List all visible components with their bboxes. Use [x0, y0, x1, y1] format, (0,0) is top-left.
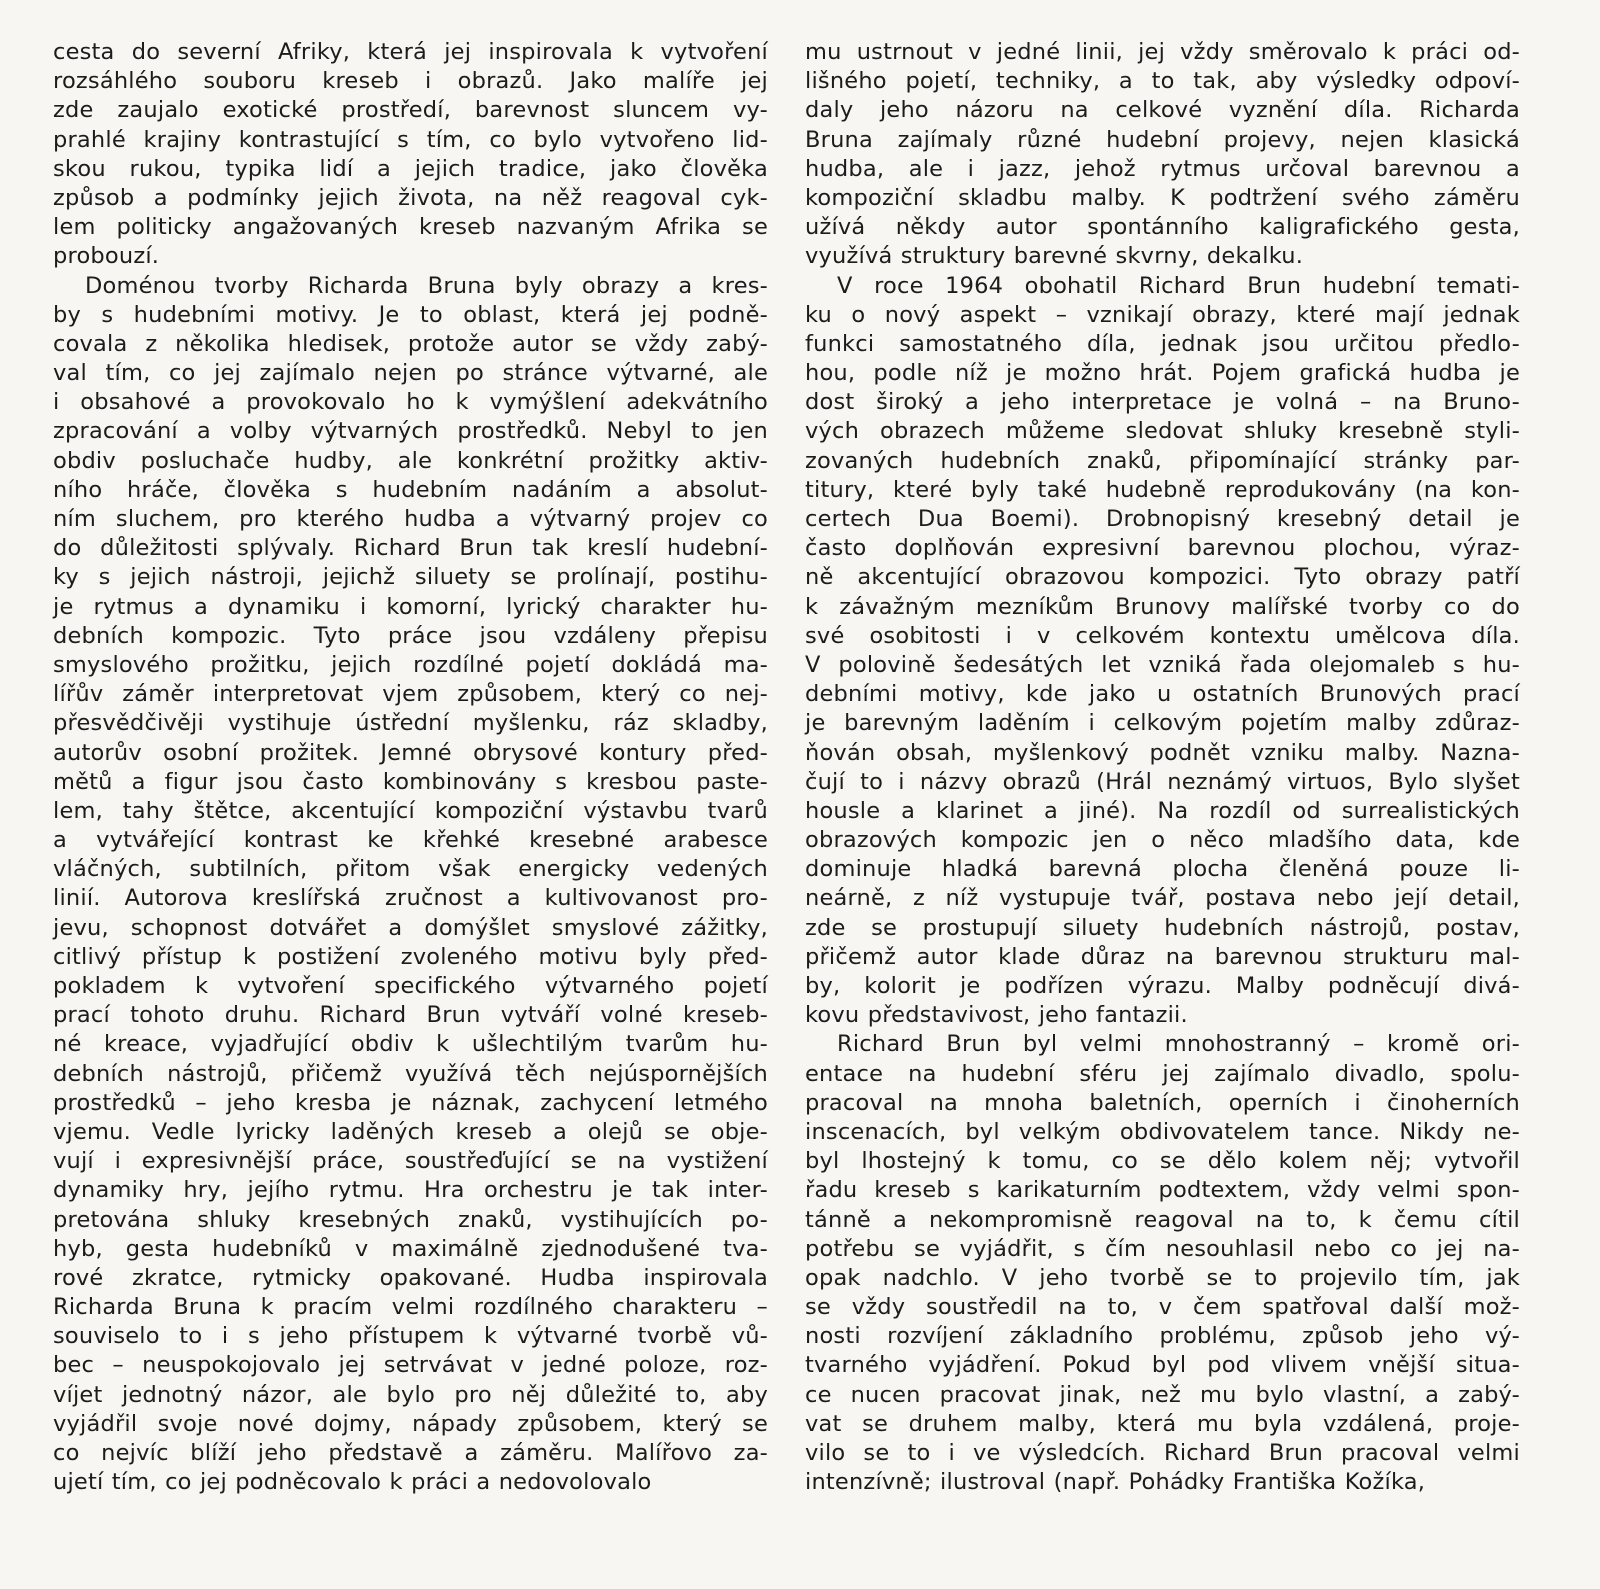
text-line: dynamiky hry, jejího rytmu. Hra orchestru je tak inter-	[53, 1177, 768, 1204]
text-line: pretována shluky kresebných znaků, vystihujících po-	[53, 1206, 768, 1233]
text-line: rozsáhlého souboru kreseb i obrazů. Jako malíře jej	[53, 68, 768, 95]
text-line: prahlé krajiny kontrastující s tím, co bylo vytvořeno lid-	[53, 126, 768, 153]
left-text-column	[53, 38, 768, 1497]
text-line: V polovině šedesátých let vzniká řada olejomaleb s hu-	[805, 651, 1520, 678]
text-line: prostředků – jeho kresba je náznak, zachycení letmého	[53, 1089, 768, 1116]
right-text-column	[805, 38, 1520, 1497]
text-line: obrazových kompozic jen o něco mladšího data, kde	[805, 827, 1520, 854]
text-line: certech Dua Boemi). Drobnopisný kresebný detail je	[805, 506, 1520, 532]
text-line: citlivý přístup k postižení zvoleného motivu byly před-	[53, 943, 768, 970]
text-line: neárně, z níž vystupuje tvář, postava nebo její detail,	[805, 885, 1520, 912]
text-line: covala z několika hledisek, protože autor se vždy zabý-	[53, 330, 768, 357]
text-line: souviselo to i s jeho přístupem k výtvarné tvorbě vů-	[53, 1323, 768, 1350]
text-line: zpracování a volby výtvarných prostředků. Nebyl to jen	[53, 418, 768, 445]
text-line: lišného pojetí, techniky, a to tak, aby výsledky odpoví-	[805, 68, 1520, 95]
text-line: často doplňován expresivní barevnou plochou, výraz-	[805, 535, 1520, 562]
text-line: i obsahové a provokovalo ho k vymýšlení adekvátního	[53, 389, 768, 416]
text-line: a vytvářející kontrast ke křehké kresebné arabesce	[53, 827, 768, 854]
text-line: lem, tahy štětce, akcentující kompoziční výstavbu tvarů	[53, 797, 768, 824]
text-line: rové zkratce, rytmicky opakované. Hudba inspirovala	[53, 1264, 768, 1291]
text-line: V roce 1964 obohatil Richard Brun hudební temati-	[837, 272, 1520, 299]
text-line: kompoziční skladbu malby. K podtržení svého záměru	[805, 184, 1520, 211]
text-line: Doménou tvorby Richarda Bruna byly obrazy a kres-	[85, 272, 768, 299]
text-line: vat se druhem malby, která mu byla vzdálená, proje-	[805, 1410, 1520, 1437]
text-line: linií. Autorova kreslířská zručnost a kultivovanost pro-	[53, 885, 768, 912]
text-line: ním sluchem, pro kterého hudba a výtvarný projev co	[53, 506, 768, 532]
text-line: řadu kreseb s karikaturním podtextem, vždy velmi spon-	[805, 1177, 1520, 1204]
text-line: zde se prostupují siluety hudebních nástrojů, postav,	[805, 914, 1520, 941]
text-line: své osobitosti i v celkovém kontextu umělcova díla.	[805, 622, 1520, 649]
text-line: ku o nový aspekt – vznikají obrazy, které mají jednak	[805, 301, 1520, 328]
text-line: lířův záměr interpretovat vjem způsobem, který co nej-	[53, 681, 768, 708]
text-line: by s hudebními motivy. Je to oblast, která jej podně-	[53, 301, 768, 328]
text-line: skou rukou, typika lidí a jejich tradice, jako člověka	[53, 155, 768, 182]
text-line: vilo se to i ve výsledcích. Richard Brun pracoval velmi	[805, 1440, 1520, 1466]
text-line: vých obrazech můžeme sledovat shluky kresebně styli-	[805, 418, 1520, 445]
text-line: autorův osobní prožitek. Jemné obrysové kontury před-	[53, 739, 768, 766]
text-line: Richard Brun byl velmi mnohostranný – kromě ori-	[837, 1031, 1520, 1058]
text-line: přesvědčivěji vystihuje ústřední myšlenku, ráz skladby,	[53, 710, 768, 737]
text-line: vyjádřil svoje nové dojmy, nápady způsobem, který se	[53, 1410, 768, 1437]
text-line: hou, podle níž je možno hrát. Pojem grafická hudba je	[805, 360, 1520, 387]
text-line: probouzí.	[53, 243, 160, 270]
text-line: cesta do severní Afriky, která jej inspirovala k vytvoření	[53, 39, 768, 65]
text-line: ky s jejich nástroji, jejichž siluety se prolínají, postihu-	[53, 564, 768, 591]
text-line: mu ustrnout v jedné linii, jej vždy směrovalo k práci od-	[805, 39, 1520, 65]
text-line: se vždy soustředil na to, v čem spatřoval další mož-	[805, 1294, 1520, 1321]
text-line: lem politicky angažovaných kreseb nazvaným Afrika se	[53, 214, 768, 241]
text-line: prací tohoto druhu. Richard Brun vytváří volné kreseb-	[53, 1002, 768, 1029]
text-line: vláčných, subtilních, přitom však energicky vedených	[53, 856, 768, 883]
text-line: smyslového prožitku, jejich rozdílné pojetí dokládá ma-	[53, 651, 768, 678]
text-line: titury, které byly také hudebně reprodukovány (na kon-	[805, 476, 1520, 503]
text-line: tvarného vyjádření. Pokud byl pod vlivem vnější situa-	[805, 1352, 1520, 1379]
text-line: val tím, co jej zajímalo nejen po stránce výtvarné, ale	[53, 360, 768, 387]
text-line: víjet jednotný názor, ale bylo pro něj důležité to, aby	[53, 1381, 768, 1408]
text-line: daly jeho názoru na celkové vyznění díla. Richarda	[805, 97, 1520, 124]
text-line: né kreace, vyjadřující obdiv k ušlechtilým tvarům hu-	[53, 1031, 768, 1058]
text-line: co nejvíc blíží jeho představě a záměru. Malířovo za-	[53, 1440, 768, 1466]
text-line: Richarda Bruna k pracím velmi rozdílného charakteru –	[53, 1294, 768, 1321]
text-line: hudba, ale i jazz, jehož rytmus určoval barevnou a	[805, 155, 1520, 182]
text-line: bec – neuspokojovalo jej setrvávat v jedné poloze, roz-	[53, 1352, 768, 1379]
text-line: je barevným laděním i celkovým pojetím malby zdůraz-	[805, 710, 1520, 737]
text-line: dominuje hladká barevná plocha členěná pouze li-	[805, 856, 1520, 883]
text-line: opak nadchlo. V jeho tvorbě se to projevilo tím, jak	[805, 1264, 1520, 1291]
text-line: jevu, schopnost dotvářet a domýšlet smyslové zážitky,	[53, 914, 768, 941]
text-line: hyb, gesta hudebníků v maximálně zjednodušené tva-	[53, 1235, 768, 1262]
text-line: do důležitosti splývaly. Richard Brun tak kreslí hudební-	[53, 535, 768, 562]
text-line: ce nucen pracovat jinak, než mu bylo vlastní, a zabý-	[805, 1381, 1520, 1408]
text-line: ního hráče, člověka s hudebním nadáním a absolut-	[53, 476, 768, 503]
text-line: ujetí tím, co jej podněcovalo k práci a nedovolovalo	[53, 1469, 652, 1496]
text-line: debními motivy, kde jako u ostatních Brunových prací	[805, 681, 1520, 708]
text-line: potřebu se vyjádřit, s čím nesouhlasil nebo co jej na-	[805, 1235, 1520, 1262]
text-line: k závažným mezníkům Brunovy malířské tvorby co do	[805, 593, 1520, 620]
text-line: intenzívně; ilustroval (např. Pohádky Františka Kožíka,	[805, 1469, 1426, 1496]
text-line: kovu představivost, jeho fantazii.	[805, 1002, 1188, 1029]
text-line: debních nástrojů, přičemž využívá těch nejúspornějších	[53, 1060, 768, 1087]
text-line: by, kolorit je podřízen výrazu. Malby podněcují divá-	[805, 973, 1520, 999]
text-line: vjemu. Vedle lyricky laděných kreseb a olejů se obje-	[53, 1118, 768, 1145]
text-line: obdiv posluchače hudby, ale konkrétní prožitky aktiv-	[53, 447, 768, 474]
text-line: pokladem k vytvoření specifického výtvarného pojetí	[53, 973, 768, 999]
text-line: je rytmus a dynamiku i komorní, lyrický charakter hu-	[53, 593, 768, 620]
text-line: využívá struktury barevné skvrny, dekalku.	[805, 243, 1304, 270]
text-line: zde zaujalo exotické prostředí, barevnost sluncem vy-	[53, 97, 768, 124]
text-line: housle a klarinet a jiné). Na rozdíl od surrealistických	[805, 797, 1520, 824]
text-line: pracoval na mnoha baletních, operních i činoherních	[805, 1089, 1520, 1116]
text-line: funkci samostatného díla, jednak jsou určitou předlo-	[805, 330, 1520, 357]
text-line: způsob a podmínky jejich života, na něž reagoval cyk-	[53, 184, 768, 211]
text-line: byl lhostejný k tomu, co se dělo kolem něj; vytvořil	[805, 1148, 1520, 1175]
text-line: užívá někdy autor spontánního kaligrafického gesta,	[805, 214, 1520, 241]
text-line: mětů a figur jsou často kombinovány s kresbou paste-	[53, 768, 768, 795]
text-line: tánně a nekompromisně reagoval na to, k čemu cítil	[805, 1206, 1520, 1233]
text-line: čují to i názvy obrazů (Hrál neznámý virtuos, Bylo slyšet	[805, 768, 1520, 795]
text-line: přičemž autor klade důraz na barevnou strukturu mal-	[805, 943, 1520, 970]
text-line: entace na hudební sféru jej zajímalo divadlo, spolu-	[805, 1060, 1520, 1087]
text-line: Bruna zajímaly různé hudební projevy, nejen klasická	[805, 126, 1520, 153]
text-line: debních kompozic. Tyto práce jsou vzdáleny přepisu	[53, 622, 768, 649]
text-line: inscenacích, byl velkým obdivovatelem tance. Nikdy ne-	[805, 1118, 1520, 1145]
text-line: ňován obsah, myšlenkový podnět vzniku malby. Nazna-	[805, 739, 1520, 766]
text-line: ně akcentující obrazovou kompozici. Tyto obrazy patří	[805, 564, 1520, 591]
text-line: vují i expresivnější práce, soustřeďující se na vystižení	[53, 1148, 768, 1175]
text-line: zovaných hudebních znaků, připomínající stránky par-	[805, 447, 1520, 474]
text-line: nosti rozvíjení základního problému, způsob jeho vý-	[805, 1323, 1520, 1350]
text-line: dost široký a jeho interpretace je volná – na Bruno-	[805, 389, 1520, 416]
